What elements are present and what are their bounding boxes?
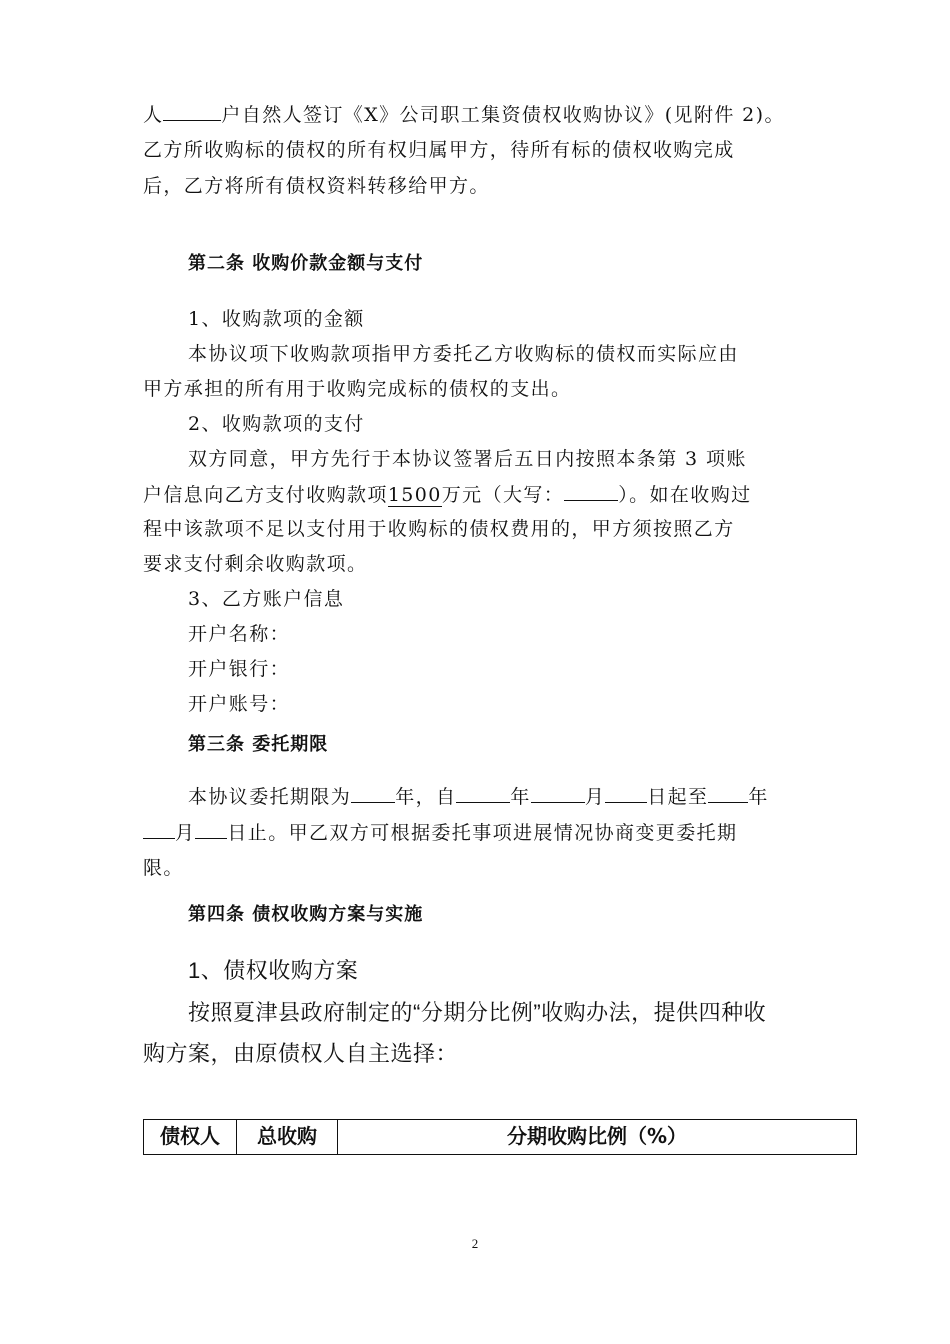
article-4-line-1: 按照夏津县政府制定的“分期分比例”收购办法，提供四种收 bbox=[188, 1000, 767, 1025]
article-2-item-2-line-1: 双方同意，甲方先行于本协议签署后五日内按照本条第 3 项账 bbox=[188, 448, 747, 470]
intro-line-1-end: 户自然人签订《X》公司职工集资债权收购协议》(见附件 2)。 bbox=[221, 104, 785, 126]
article-3-heading: 第三条 委托期限 bbox=[188, 734, 329, 755]
article-4-heading: 第四条 债权收购方案与实施 bbox=[188, 904, 424, 925]
term-year-from: 年，自 bbox=[395, 786, 457, 808]
payment-text-end: ）。如在收购过 bbox=[618, 484, 752, 506]
intro-line-2: 乙方所收购标的债权的所有权归属甲方，待所有标的债权收购完成 bbox=[143, 139, 735, 161]
term-text: 本协议委托期限为 bbox=[188, 786, 352, 808]
term-end-month-label: 月 bbox=[175, 822, 196, 844]
article-2-item-1-title: 1、收购款项的金额 bbox=[188, 308, 365, 330]
article-4-line-2: 购方案，由原债权人自主选择： bbox=[143, 1041, 459, 1066]
article-2-item-1-line-2: 甲方承担的所有用于收购完成标的债权的支出。 bbox=[143, 378, 572, 400]
article-2-item-1-line-1: 本协议项下收购款项指甲方委托乙方收购标的债权而实际应由 bbox=[188, 343, 739, 365]
article-3-line-3: 限。 bbox=[143, 857, 184, 879]
payment-unit: 万元（大写： bbox=[441, 484, 565, 506]
term-year-label: 年 bbox=[510, 786, 531, 808]
blank-start-year bbox=[456, 784, 510, 803]
blank-years bbox=[351, 784, 395, 803]
article-2-heading: 第二条 收购价款金额与支付 bbox=[188, 253, 424, 274]
account-bank-label: 开户银行： bbox=[188, 658, 291, 680]
payment-amount: 1500 bbox=[387, 484, 442, 506]
term-end-text: 日止。甲乙双方可根据委托事项进展情况协商变更委托期 bbox=[227, 822, 738, 844]
blank-amount-in-words bbox=[564, 482, 618, 501]
payment-text: 户信息向乙方支付收购款项 bbox=[143, 484, 388, 506]
blank-count bbox=[163, 102, 221, 121]
header-total-acquisition: 总收购 bbox=[237, 1120, 338, 1155]
intro-line-1-start: 人 bbox=[143, 104, 164, 126]
header-installment-ratio: 分期收购比例（%） bbox=[338, 1120, 857, 1155]
acquisition-table bbox=[143, 1119, 857, 1155]
term-end-year-label: 年 bbox=[748, 786, 769, 808]
article-4-item-1-title: 1、债权收购方案 bbox=[188, 958, 359, 983]
blank-start-day bbox=[605, 784, 647, 803]
article-2-item-2-title: 2、收购款项的支付 bbox=[188, 413, 365, 435]
page-number: 2 bbox=[471, 1236, 479, 1251]
account-name-label: 开户名称： bbox=[188, 623, 291, 645]
article-2-item-2-line-2 bbox=[143, 482, 752, 507]
article-2-item-2-line-3: 程中该款项不足以支付用于收购标的债权费用的，甲方须按照乙方 bbox=[143, 518, 735, 540]
table-header-row bbox=[144, 1120, 857, 1155]
term-day-until: 日起至 bbox=[647, 786, 709, 808]
blank-end-month bbox=[143, 820, 175, 839]
blank-start-month bbox=[531, 784, 585, 803]
article-3-line-2 bbox=[143, 820, 737, 845]
blank-end-year bbox=[708, 784, 748, 803]
article-2-item-2-line-4: 要求支付剩余收购款项。 bbox=[143, 553, 368, 575]
blank-end-day bbox=[195, 820, 227, 839]
header-creditor: 债权人 bbox=[144, 1120, 237, 1155]
article-2-item-3-title: 3、乙方账户信息 bbox=[188, 588, 345, 610]
intro-line-1 bbox=[143, 102, 785, 127]
article-3-line-1 bbox=[188, 784, 769, 809]
term-month-label: 月 bbox=[584, 786, 606, 808]
intro-line-3: 后，乙方将所有债权资料转移给甲方。 bbox=[143, 175, 490, 197]
account-number-label: 开户账号： bbox=[188, 693, 291, 715]
